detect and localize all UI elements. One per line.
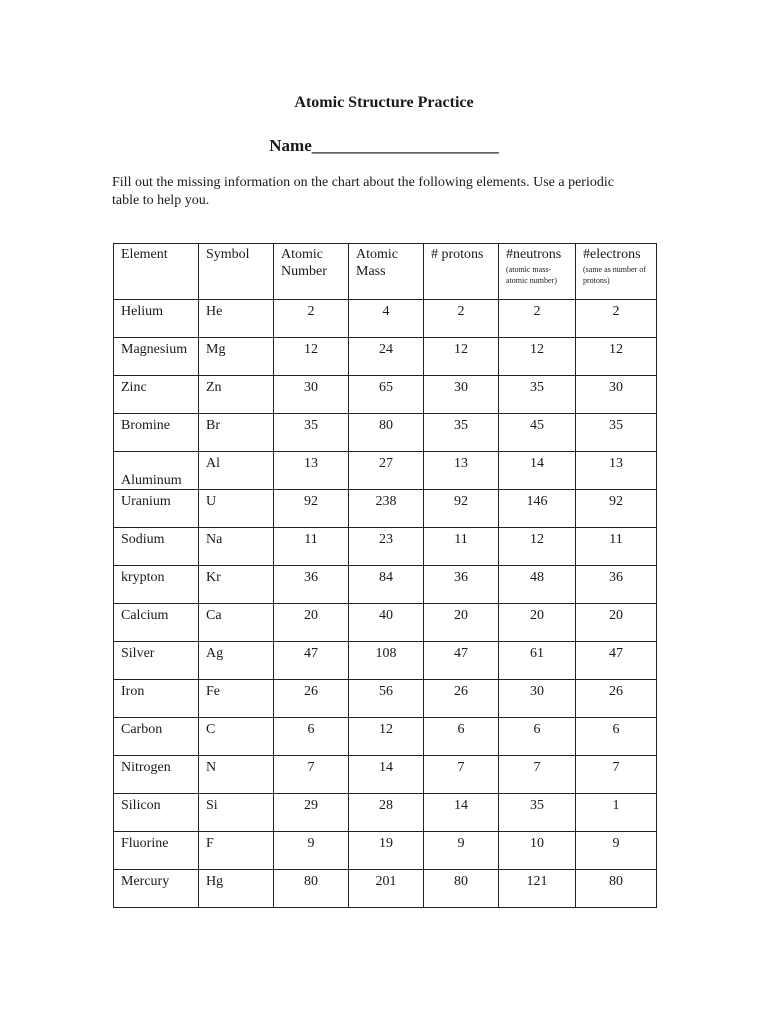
cell-symbol: Kr — [199, 566, 274, 604]
cell-symbol: Fe — [199, 680, 274, 718]
cell-protons: 26 — [424, 680, 499, 718]
cell-symbol: C — [199, 718, 274, 756]
table-row — [114, 338, 657, 376]
cell-protons: 30 — [424, 376, 499, 414]
worksheet-title: Atomic Structure Practice — [294, 94, 474, 111]
cell-neutrons: 10 — [499, 832, 576, 870]
cell-atomic-mass: 27 — [349, 452, 424, 490]
cell-element: krypton — [114, 566, 199, 604]
cell-atomic-mass: 14 — [349, 756, 424, 794]
cell-symbol: Zn — [199, 376, 274, 414]
cell-protons: 12 — [424, 338, 499, 376]
table-row — [114, 414, 657, 452]
cell-symbol: Si — [199, 794, 274, 832]
table-row — [114, 528, 657, 566]
table-row — [114, 376, 657, 414]
cell-protons: 6 — [424, 718, 499, 756]
cell-electrons: 30 — [576, 376, 657, 414]
cell-element: Aluminum — [114, 452, 199, 490]
cell-electrons: 13 — [576, 452, 657, 490]
cell-element: Iron — [114, 680, 199, 718]
cell-atomic-mass: 12 — [349, 718, 424, 756]
atomic-structure-table — [113, 243, 657, 908]
cell-symbol: He — [199, 300, 274, 338]
cell-protons: 36 — [424, 566, 499, 604]
cell-symbol: Al — [199, 452, 274, 490]
cell-symbol: Hg — [199, 870, 274, 908]
cell-atomic-number: 20 — [274, 604, 349, 642]
table-row — [114, 756, 657, 794]
cell-protons: 47 — [424, 642, 499, 680]
cell-electrons: 36 — [576, 566, 657, 604]
cell-element: Bromine — [114, 414, 199, 452]
cell-atomic-mass: 56 — [349, 680, 424, 718]
header-neutrons-note: (atomic mass-atomic number) — [506, 265, 557, 285]
cell-element: Carbon — [114, 718, 199, 756]
cell-element: Helium — [114, 300, 199, 338]
table-row — [114, 300, 657, 338]
cell-neutrons: 35 — [499, 794, 576, 832]
cell-element: Magnesium — [114, 338, 199, 376]
cell-symbol: U — [199, 490, 274, 528]
cell-atomic-number: 30 — [274, 376, 349, 414]
cell-symbol: Ca — [199, 604, 274, 642]
cell-atomic-number: 9 — [274, 832, 349, 870]
cell-neutrons: 6 — [499, 718, 576, 756]
cell-atomic-mass: 108 — [349, 642, 424, 680]
cell-atomic-mass: 24 — [349, 338, 424, 376]
cell-symbol: F — [199, 832, 274, 870]
cell-electrons: 47 — [576, 642, 657, 680]
cell-atomic-number: 12 — [274, 338, 349, 376]
cell-symbol: N — [199, 756, 274, 794]
cell-protons: 7 — [424, 756, 499, 794]
cell-electrons: 12 — [576, 338, 657, 376]
header-symbol: Symbol — [199, 244, 274, 300]
cell-atomic-mass: 4 — [349, 300, 424, 338]
cell-electrons: 1 — [576, 794, 657, 832]
cell-atomic-number: 29 — [274, 794, 349, 832]
cell-atomic-mass: 28 — [349, 794, 424, 832]
cell-neutrons: 7 — [499, 756, 576, 794]
table-row — [114, 604, 657, 642]
cell-neutrons: 12 — [499, 528, 576, 566]
table-header-row — [114, 244, 657, 300]
cell-electrons: 6 — [576, 718, 657, 756]
cell-neutrons: 20 — [499, 604, 576, 642]
cell-element: Sodium — [114, 528, 199, 566]
cell-atomic-mass: 201 — [349, 870, 424, 908]
cell-symbol: Br — [199, 414, 274, 452]
cell-electrons: 2 — [576, 300, 657, 338]
cell-symbol: Mg — [199, 338, 274, 376]
cell-atomic-number: 7 — [274, 756, 349, 794]
cell-neutrons: 146 — [499, 490, 576, 528]
cell-atomic-number: 36 — [274, 566, 349, 604]
cell-neutrons: 121 — [499, 870, 576, 908]
cell-neutrons: 2 — [499, 300, 576, 338]
table-row — [114, 566, 657, 604]
cell-electrons: 11 — [576, 528, 657, 566]
table-row — [114, 832, 657, 870]
cell-electrons: 7 — [576, 756, 657, 794]
cell-atomic-mass: 84 — [349, 566, 424, 604]
cell-protons: 92 — [424, 490, 499, 528]
cell-protons: 2 — [424, 300, 499, 338]
table-row — [114, 794, 657, 832]
cell-element: Uranium — [114, 490, 199, 528]
cell-electrons: 26 — [576, 680, 657, 718]
header-neutrons: #neutrons (atomic mass-atomic number) — [499, 244, 576, 300]
cell-element: Silicon — [114, 794, 199, 832]
cell-protons: 9 — [424, 832, 499, 870]
cell-neutrons: 14 — [499, 452, 576, 490]
cell-atomic-number: 6 — [274, 718, 349, 756]
cell-element: Fluorine — [114, 832, 199, 870]
cell-symbol: Na — [199, 528, 274, 566]
cell-protons: 11 — [424, 528, 499, 566]
cell-element: Nitrogen — [114, 756, 199, 794]
cell-electrons: 80 — [576, 870, 657, 908]
cell-electrons: 35 — [576, 414, 657, 452]
cell-protons: 20 — [424, 604, 499, 642]
cell-electrons: 20 — [576, 604, 657, 642]
cell-atomic-number: 13 — [274, 452, 349, 490]
table-row — [114, 490, 657, 528]
cell-atomic-number: 26 — [274, 680, 349, 718]
table-row — [114, 870, 657, 908]
header-electrons-note: (same as number of protons) — [583, 265, 646, 285]
cell-atomic-number: 80 — [274, 870, 349, 908]
cell-atomic-number: 2 — [274, 300, 349, 338]
cell-neutrons: 61 — [499, 642, 576, 680]
cell-atomic-mass: 65 — [349, 376, 424, 414]
cell-symbol: Ag — [199, 642, 274, 680]
cell-atomic-mass: 238 — [349, 490, 424, 528]
cell-protons: 35 — [424, 414, 499, 452]
cell-atomic-mass: 80 — [349, 414, 424, 452]
header-electrons: #electrons (same as number of protons) — [576, 244, 657, 300]
cell-atomic-number: 11 — [274, 528, 349, 566]
table-row — [114, 680, 657, 718]
cell-electrons: 9 — [576, 832, 657, 870]
header-protons: # protons — [424, 244, 499, 300]
table-row — [114, 452, 657, 490]
cell-protons: 80 — [424, 870, 499, 908]
cell-element: Mercury — [114, 870, 199, 908]
cell-atomic-mass: 19 — [349, 832, 424, 870]
cell-protons: 14 — [424, 794, 499, 832]
cell-atomic-mass: 23 — [349, 528, 424, 566]
cell-neutrons: 35 — [499, 376, 576, 414]
header-atomic-number: Atomic Number — [274, 244, 349, 300]
table-row — [114, 718, 657, 756]
cell-atomic-number: 35 — [274, 414, 349, 452]
table-row — [114, 642, 657, 680]
cell-electrons: 92 — [576, 490, 657, 528]
cell-atomic-number: 47 — [274, 642, 349, 680]
cell-element: Calcium — [114, 604, 199, 642]
cell-atomic-number: 92 — [274, 490, 349, 528]
header-element: Element — [114, 244, 199, 300]
header-atomic-mass: Atomic Mass — [349, 244, 424, 300]
cell-neutrons: 48 — [499, 566, 576, 604]
instructions-text: Fill out the missing information on the chart about the following elements. Use a periodic table to help you. — [112, 175, 614, 208]
cell-neutrons: 12 — [499, 338, 576, 376]
cell-protons: 13 — [424, 452, 499, 490]
cell-element: Zinc — [114, 376, 199, 414]
cell-neutrons: 45 — [499, 414, 576, 452]
cell-atomic-mass: 40 — [349, 604, 424, 642]
name-field-line: Name______________________ — [269, 136, 499, 155]
cell-neutrons: 30 — [499, 680, 576, 718]
cell-element: Silver — [114, 642, 199, 680]
